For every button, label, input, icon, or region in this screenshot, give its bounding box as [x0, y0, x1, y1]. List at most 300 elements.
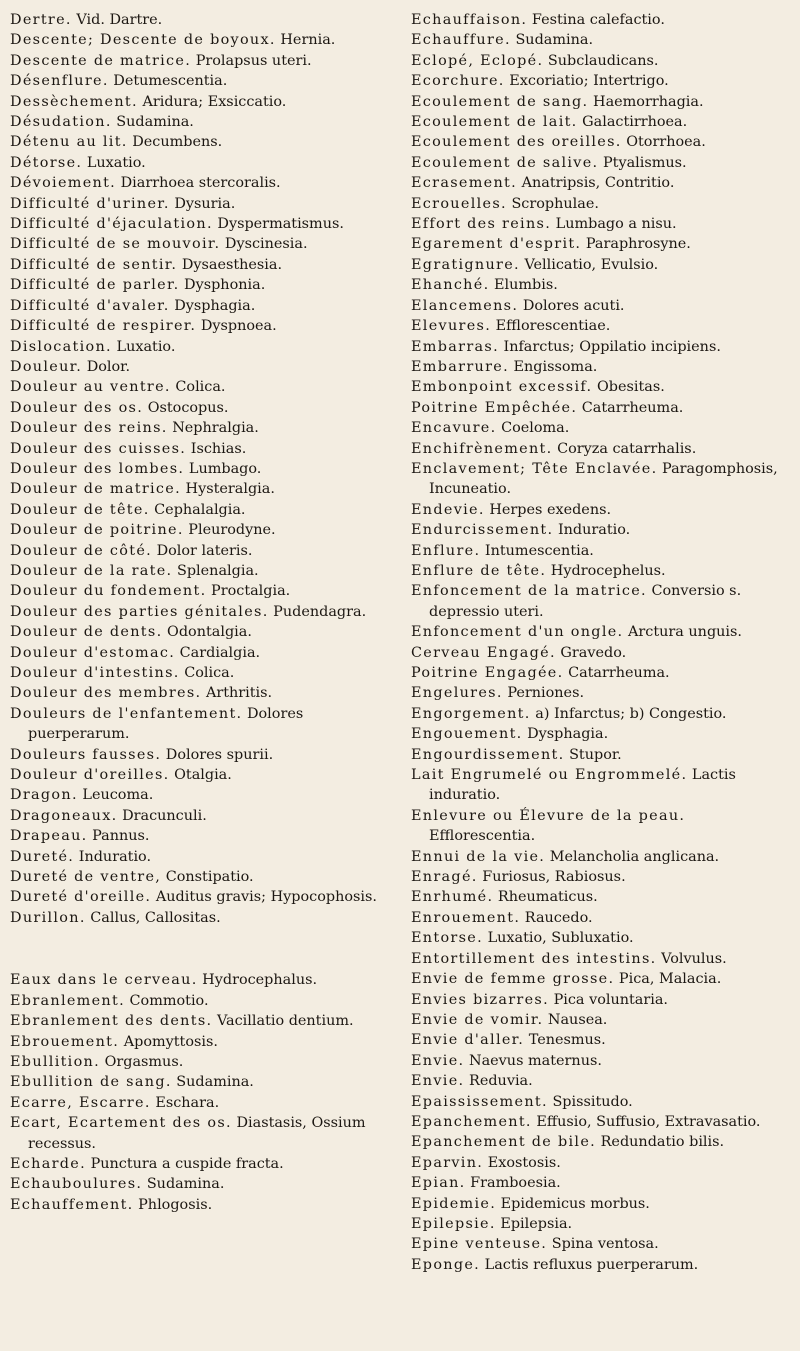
- dictionary-entry: [411, 561, 791, 581]
- entry-term: Envie.: [411, 1052, 465, 1069]
- entry-latin: Callus, Callositas.: [90, 909, 221, 926]
- entry-latin: Paragomphosis, Incuneatio.: [429, 460, 778, 498]
- dictionary-entry: [411, 1234, 791, 1254]
- dictionary-entry: [10, 867, 390, 887]
- entry-latin: Perniones.: [507, 685, 585, 702]
- entry-term: Dureté d'oreille.: [10, 889, 152, 906]
- entry-latin: Otorrhoea.: [626, 134, 706, 151]
- entry-term: Dureté de ventre,: [10, 869, 162, 886]
- entry-latin: Proctalgia.: [211, 583, 291, 600]
- entry-term: Enclavement; Tête Enclavée.: [411, 460, 658, 477]
- dictionary-entry: [10, 826, 390, 846]
- entry-latin: Exostosis.: [487, 1154, 561, 1171]
- dictionary-entry: [10, 214, 390, 234]
- entry-latin: Sudamina.: [116, 114, 194, 131]
- entry-latin: Subclaudicans.: [547, 52, 659, 69]
- entry-term: Ecart, Ecartement des os.: [10, 1115, 232, 1132]
- entry-latin: Eschara.: [155, 1094, 220, 1111]
- entry-term: Envie de femme grosse.: [411, 971, 615, 988]
- entry-term: Envie d'aller.: [411, 1032, 525, 1049]
- dictionary-entry: [411, 581, 791, 622]
- entry-term: Egratignure.: [411, 256, 520, 273]
- dictionary-entry: [411, 194, 791, 214]
- entry-term: Epanchement de bile.: [411, 1134, 597, 1151]
- dictionary-entry: [10, 847, 390, 867]
- dictionary-entry: [10, 132, 390, 152]
- entry-term: Endevie.: [411, 501, 485, 518]
- entry-latin: Raucedo.: [524, 909, 593, 926]
- entry-term: Dévoiement.: [10, 175, 117, 192]
- dictionary-entry: [10, 541, 390, 561]
- dictionary-entry: [10, 683, 390, 703]
- entry-term: Poitrine Engagée.: [411, 665, 564, 681]
- dictionary-entry: [411, 1071, 791, 1091]
- dictionary-entry: [411, 1112, 791, 1132]
- dictionary-entry: [10, 561, 390, 581]
- entry-term: Ecoulement des oreilles.: [411, 134, 622, 151]
- entry-latin: Decumbens.: [132, 134, 223, 151]
- entry-latin: Dysaesthesia.: [181, 256, 283, 273]
- entry-term: Enflure de tête.: [411, 562, 547, 579]
- entry-term: Embonpoint excessif.: [411, 379, 593, 396]
- entry-term: Cerveau Engagé.: [411, 644, 556, 661]
- entry-latin: Arctura unguis.: [628, 624, 742, 641]
- entry-latin: Spina ventosa.: [551, 1236, 659, 1253]
- entry-latin: Hydrocephelus.: [550, 562, 666, 579]
- entry-term: Difficulté de parler.: [10, 277, 180, 294]
- dictionary-entry: [411, 316, 791, 336]
- entry-latin: Pannus.: [92, 828, 150, 845]
- entry-term: Lait Engrumelé ou Engrommelé.: [411, 767, 688, 784]
- entry-term: Difficulté de sentir.: [10, 256, 178, 273]
- entry-latin: Dolores puerperarum.: [28, 705, 304, 743]
- entry-term: Descente de matrice.: [10, 52, 192, 69]
- entry-term: Ecoulement de salive.: [411, 154, 599, 171]
- dictionary-entry: [411, 418, 791, 438]
- left-column: [10, 10, 390, 1215]
- dictionary-entry: [10, 316, 390, 336]
- dictionary-entry: [10, 1072, 390, 1092]
- dictionary-entry: [10, 398, 390, 418]
- entry-term: Epidemie.: [411, 1195, 497, 1212]
- entry-term: Douleur de la rate.: [10, 562, 173, 579]
- dictionary-entry: [411, 214, 791, 234]
- dictionary-entry: [411, 643, 791, 663]
- dictionary-entry: [10, 1174, 390, 1194]
- entry-latin: Cardialgia.: [179, 644, 261, 661]
- entry-latin: Cephalalgia.: [154, 501, 246, 518]
- entry-latin: Otalgia.: [174, 767, 232, 784]
- entry-latin: Reduvia.: [468, 1073, 533, 1090]
- dictionary-entry: [10, 785, 390, 805]
- section-gap: [10, 928, 390, 970]
- entry-latin: Engissoma.: [513, 358, 598, 375]
- entry-term: Douleur de côté.: [10, 542, 153, 559]
- dictionary-entry: [411, 275, 791, 295]
- entry-latin: Luxatio.: [116, 338, 176, 355]
- entry-latin: Induratio.: [557, 522, 631, 539]
- entry-term: Echauboulures.: [10, 1176, 143, 1193]
- entry-latin: Prolapsus uteri.: [195, 52, 312, 69]
- entry-latin: Dysphagia.: [174, 297, 256, 314]
- entry-term: Enrouement.: [411, 909, 521, 926]
- entry-latin: Pleurodyne.: [188, 522, 276, 539]
- entry-latin: Orgasmus.: [104, 1053, 184, 1070]
- entry-latin: Catarrheuma.: [568, 665, 670, 681]
- dictionary-entry: [411, 1153, 791, 1173]
- dictionary-entry: [10, 1011, 390, 1031]
- dictionary-entry: [411, 1051, 791, 1071]
- entry-latin: Spissitudo.: [552, 1093, 633, 1110]
- entry-latin: Phlogosis.: [138, 1196, 213, 1213]
- entry-term: Echauffure.: [411, 32, 511, 49]
- dictionary-entry: [411, 969, 791, 989]
- dictionary-entry: [10, 970, 390, 990]
- entry-latin: Ptyalismus.: [602, 154, 687, 171]
- entry-term: Difficulté d'avaler.: [10, 297, 170, 314]
- entry-latin: Festina calefactio.: [531, 12, 665, 28]
- entry-term: Ecoulement de lait.: [411, 114, 578, 131]
- entry-term: Endurcissement.: [411, 522, 554, 539]
- entry-latin: Vellicatio, Evulsio.: [524, 256, 659, 273]
- entry-term: Dertre.: [10, 12, 72, 28]
- entry-latin: Sudamina.: [515, 32, 594, 49]
- entry-latin: Tenesmus.: [528, 1032, 606, 1049]
- entry-term: Enlevure ou Élevure de la peau.: [411, 807, 686, 824]
- entry-term: Engouement.: [411, 726, 523, 743]
- entry-term: Douleur des membres.: [10, 685, 202, 702]
- entry-term: Détenu au lit.: [10, 134, 128, 151]
- entry-term: Echauffement.: [10, 1196, 134, 1213]
- entry-latin: Epilepsia.: [500, 1215, 573, 1232]
- dictionary-entry: [10, 887, 390, 907]
- entry-latin: Dolor.: [86, 358, 131, 375]
- dictionary-entry: [411, 377, 791, 397]
- entry-term: Ecoulement de sang.: [411, 93, 589, 110]
- entry-latin: Volvulus.: [661, 950, 727, 967]
- entry-latin: Luxatio, Subluxatio.: [487, 930, 634, 947]
- dictionary-entry: [411, 1092, 791, 1112]
- entry-latin: Infarctus; Oppilatio incipiens.: [503, 338, 721, 355]
- dictionary-entry: [411, 683, 791, 703]
- entry-latin: Framboesia.: [470, 1175, 561, 1192]
- dictionary-entry: [10, 92, 390, 112]
- dictionary-entry: [411, 1010, 791, 1030]
- dictionary-entry: [411, 1173, 791, 1193]
- entry-term: Ecarre, Escarre.: [10, 1094, 151, 1111]
- entry-term: Echarde.: [10, 1155, 86, 1172]
- entry-term: Douleur de matrice.: [10, 481, 181, 498]
- dictionary-entry: [10, 643, 390, 663]
- entry-term: Ehanché.: [411, 277, 490, 294]
- dictionary-entry: [10, 275, 390, 295]
- entry-latin: Coeloma.: [501, 420, 570, 437]
- dictionary-entry: [10, 153, 390, 173]
- entry-term: Epian.: [411, 1175, 466, 1192]
- entry-term: Douleur de poitrine.: [10, 522, 184, 539]
- entry-term: Enfoncement d'un ongle.: [411, 624, 624, 641]
- entry-latin: Lumbago.: [188, 460, 262, 477]
- dictionary-entry: [411, 337, 791, 357]
- dictionary-entry: [10, 1093, 390, 1113]
- dictionary-entry: [411, 867, 791, 887]
- entry-latin: Auditus gravis; Hypocophosis.: [155, 889, 377, 906]
- entry-term: Descente; Descente de boyoux.: [10, 32, 276, 49]
- entry-latin: Naevus maternus.: [468, 1052, 602, 1069]
- entry-term: Douleur au ventre.: [10, 379, 171, 396]
- dictionary-entry: [411, 1255, 791, 1275]
- entry-term: Eaux dans le cerveau.: [10, 972, 198, 989]
- dictionary-entry: [411, 112, 791, 132]
- entry-latin: Constipatio.: [165, 869, 254, 886]
- entry-term: Douleur d'intestins.: [10, 665, 180, 681]
- dictionary-entry: [411, 928, 791, 948]
- dictionary-entry: [10, 10, 390, 30]
- entry-term: Ecrouelles.: [411, 195, 507, 212]
- entry-latin: Haemorrhagia.: [593, 93, 704, 110]
- entry-term: Dislocation.: [10, 338, 112, 355]
- entry-latin: Dracunculi.: [122, 807, 207, 824]
- entry-latin: Efflorescentia.: [429, 828, 536, 845]
- dictionary-entry: [411, 30, 791, 50]
- dictionary-entry: [411, 1214, 791, 1234]
- entry-term: Ebrouement.: [10, 1033, 120, 1050]
- dictionary-entry: [411, 459, 791, 500]
- entry-latin: Colica.: [175, 379, 226, 396]
- dictionary-entry: [411, 51, 791, 71]
- entry-latin: Sudamina.: [146, 1176, 225, 1193]
- dictionary-entry: [411, 357, 791, 377]
- entry-term: Enragé.: [411, 869, 478, 886]
- dictionary-entry: [10, 602, 390, 622]
- entry-latin: Vacillatio dentium.: [216, 1013, 354, 1030]
- dictionary-entry: [411, 541, 791, 561]
- entry-term: Difficulté de respirer.: [10, 318, 197, 335]
- entry-term: Epine venteuse.: [411, 1236, 548, 1253]
- entry-term: Epaississement.: [411, 1093, 548, 1110]
- entry-latin: Galactirrhoea.: [582, 114, 688, 131]
- entry-latin: Anatripsis, Contritio.: [521, 175, 675, 192]
- entry-term: Enfoncement de la matrice.: [411, 583, 647, 600]
- dictionary-entry: [411, 398, 791, 418]
- entry-term: Ebullition de sang.: [10, 1074, 172, 1091]
- entry-latin: Hydrocephalus.: [202, 972, 318, 989]
- dictionary-entry: [10, 439, 390, 459]
- entry-term: Dragon.: [10, 787, 78, 804]
- dictionary-entry: [411, 887, 791, 907]
- entry-latin: Splenalgia.: [176, 562, 259, 579]
- entry-term: Echauffaison.: [411, 12, 528, 28]
- entry-term: Difficulté de se mouvoir.: [10, 236, 221, 253]
- entry-latin: a) Infarctus; b) Congestio.: [535, 705, 727, 722]
- dictionary-entry: [411, 663, 791, 683]
- entry-latin: Lactis induratio.: [429, 767, 736, 804]
- dictionary-entry: [10, 418, 390, 438]
- entry-latin: Apomyttosis.: [123, 1033, 218, 1050]
- entry-latin: Colica.: [184, 665, 235, 681]
- entry-latin: Dyspermatismus.: [217, 216, 344, 233]
- entry-term: Dessèchement.: [10, 93, 138, 110]
- dictionary-entry: [411, 71, 791, 91]
- dictionary-entry: [411, 745, 791, 765]
- entry-term: Enrhumé.: [411, 889, 494, 906]
- entry-latin: Induratio.: [78, 848, 152, 865]
- entry-term: Douleur.: [10, 358, 83, 375]
- entry-latin: Punctura a cuspide fracta.: [90, 1155, 284, 1172]
- entry-latin: Dolores acuti.: [522, 297, 625, 314]
- entry-latin: Dysphonia.: [184, 277, 266, 294]
- entry-term: Envie.: [411, 1073, 465, 1090]
- entry-term: Douleur de tête.: [10, 501, 150, 518]
- entry-term: Poitrine Empêchée.: [411, 399, 578, 416]
- entry-latin: Luxatio.: [86, 154, 146, 171]
- entry-latin: Pudendagra.: [273, 603, 367, 620]
- dictionary-entry: [10, 581, 390, 601]
- entry-term: Douleurs de l'enfantement.: [10, 705, 243, 722]
- entry-latin: Gravedo.: [560, 644, 627, 661]
- entry-latin: Scrophulae.: [511, 195, 599, 212]
- dictionary-entry: [10, 479, 390, 499]
- entry-latin: Aridura; Exsiccatio.: [142, 93, 287, 110]
- dictionary-entry: [10, 377, 390, 397]
- entry-term: Dragoneaux.: [10, 807, 118, 824]
- entry-latin: Catarrheuma.: [581, 399, 684, 416]
- dictionary-entry: [10, 255, 390, 275]
- dictionary-entry: [411, 806, 791, 847]
- entry-term: Epilepsie.: [411, 1215, 496, 1232]
- entry-latin: Herpes exedens.: [489, 501, 612, 518]
- entry-latin: Odontalgia.: [167, 624, 252, 641]
- dictionary-entry: [411, 255, 791, 275]
- entry-latin: Efflorescentiae.: [495, 318, 611, 335]
- dictionary-entry: [10, 745, 390, 765]
- entry-latin: Hernia.: [280, 32, 336, 49]
- dictionary-entry: [411, 132, 791, 152]
- entry-term: Ebranlement des dents.: [10, 1013, 213, 1030]
- entry-term: Douleur de dents.: [10, 624, 163, 641]
- entry-term: Eclopé, Eclopé.: [411, 52, 544, 69]
- right-column: [411, 10, 791, 1275]
- entry-term: Encavure.: [411, 420, 497, 437]
- dictionary-entry: [10, 765, 390, 785]
- entry-latin: Redundatio bilis.: [600, 1134, 725, 1151]
- entry-term: Douleur d'estomac.: [10, 644, 176, 661]
- entry-latin: Pica voluntaria.: [553, 991, 669, 1008]
- entry-term: Désudation.: [10, 114, 112, 131]
- entry-term: Douleur du fondement.: [10, 583, 207, 600]
- entry-term: Dureté.: [10, 848, 75, 865]
- dictionary-entry: [411, 908, 791, 928]
- dictionary-entry: [10, 1154, 390, 1174]
- entry-latin: Excoriatio; Intertrigo.: [509, 73, 669, 90]
- entry-latin: Nausea.: [547, 1011, 608, 1028]
- dictionary-entry: [10, 1113, 390, 1154]
- dictionary-entry: [411, 173, 791, 193]
- entry-latin: Dyspnoea.: [200, 318, 277, 335]
- dictionary-entry: [10, 1195, 390, 1215]
- dictionary-entry: [411, 153, 791, 173]
- dictionary-entry: [10, 1052, 390, 1072]
- entry-latin: Rheumaticus.: [497, 889, 598, 906]
- entry-term: Embarras.: [411, 338, 499, 355]
- dictionary-entry: [10, 459, 390, 479]
- entry-term: Entorse.: [411, 930, 483, 947]
- entry-term: Douleur des os.: [10, 399, 144, 416]
- entry-latin: Sudamina.: [176, 1074, 254, 1091]
- entry-latin: Lumbago a nisu.: [555, 216, 677, 233]
- dictionary-entry: [411, 1132, 791, 1152]
- entry-latin: Ischias.: [190, 440, 247, 457]
- entry-term: Douleur des lombes.: [10, 460, 185, 477]
- dictionary-entry: [10, 500, 390, 520]
- entry-latin: Conversio s. depressio uteri.: [429, 583, 742, 620]
- entry-term: Désenflure.: [10, 73, 109, 90]
- entry-term: Douleur d'oreilles.: [10, 767, 170, 784]
- entry-term: Détorse.: [10, 154, 83, 171]
- entry-term: Effort des reins.: [411, 216, 552, 233]
- dictionary-entry: [411, 704, 791, 724]
- entry-latin: Ostocopus.: [147, 399, 229, 416]
- entry-latin: Dysuria.: [174, 195, 236, 212]
- entry-term: Entortillement des intestins.: [411, 950, 657, 967]
- entry-latin: Furiosus, Rabiosus.: [482, 869, 626, 886]
- dictionary-entry: [411, 10, 791, 30]
- entry-term: Ennui de la vie.: [411, 848, 546, 865]
- entry-term: Douleurs fausses.: [10, 746, 162, 763]
- dictionary-entry: [10, 622, 390, 642]
- entry-term: Ebranlement.: [10, 992, 125, 1009]
- entry-latin: Dyscinesia.: [224, 236, 308, 253]
- dictionary-entry: [10, 520, 390, 540]
- entry-latin: Effusio, Suffusio, Extravasatio.: [536, 1113, 761, 1130]
- entry-latin: Obesitas.: [596, 379, 665, 396]
- entry-latin: Hysteralgia.: [185, 481, 275, 498]
- dictionary-entry: [10, 806, 390, 826]
- entry-latin: Coryza catarrhalis.: [557, 440, 697, 457]
- dictionary-entry: [411, 439, 791, 459]
- entry-term: Embarrure.: [411, 358, 509, 375]
- entry-latin: Dysphagia.: [527, 726, 609, 743]
- entry-latin: Vid. Dartre.: [76, 12, 163, 28]
- dictionary-entry: [10, 704, 390, 745]
- entry-latin: Nephralgia.: [172, 420, 259, 437]
- dictionary-entry: [411, 765, 791, 806]
- dictionary-entry: [10, 71, 390, 91]
- entry-term: Difficulté d'uriner.: [10, 195, 170, 212]
- dictionary-entry: [10, 51, 390, 71]
- entry-term: Eparvin.: [411, 1154, 484, 1171]
- entry-term: Ecorchure.: [411, 73, 505, 90]
- dictionary-entry: [10, 194, 390, 214]
- entry-term: Difficulté d'éjaculation.: [10, 216, 213, 233]
- entry-term: Elevures.: [411, 318, 492, 335]
- dictionary-entry: [10, 663, 390, 683]
- dictionary-entry: [10, 357, 390, 377]
- dictionary-entry: [10, 112, 390, 132]
- entry-latin: Paraphrosyne.: [585, 236, 691, 253]
- entry-latin: Leucoma.: [82, 787, 154, 804]
- entry-term: Ecrasement.: [411, 175, 518, 192]
- entry-latin: Epidemicus morbus.: [500, 1195, 650, 1212]
- dictionary-entry: [411, 622, 791, 642]
- entry-latin: Stupor.: [569, 746, 622, 763]
- entry-term: Douleur des cuisses.: [10, 440, 187, 457]
- entry-term: Engelures.: [411, 685, 503, 702]
- dictionary-entry: [411, 847, 791, 867]
- entry-latin: Melancholia anglicana.: [549, 848, 720, 865]
- dictionary-entry: [10, 908, 390, 928]
- dictionary-entry: [411, 1194, 791, 1214]
